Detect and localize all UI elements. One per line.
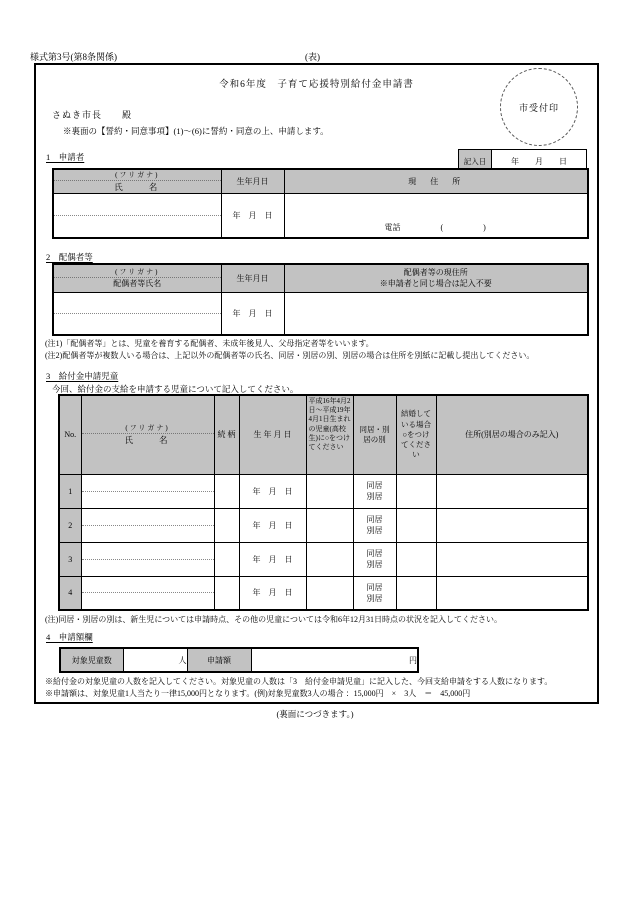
applicant-name-header <box>53 169 221 194</box>
amount-table <box>59 647 419 673</box>
section2-title: 2 配偶者等 <box>46 252 93 262</box>
child-address-field[interactable] <box>436 576 588 610</box>
child-name-field[interactable] <box>81 576 214 610</box>
city-reception-stamp-circle <box>500 68 578 146</box>
entry-date-label: 記入日 <box>459 150 492 172</box>
children-address-header: 住所(別居の場合のみ記入) <box>436 395 588 474</box>
children-era-header: 平成16年4月2日～平成19年4月1日生まれの児童(高校生)に○をつけてください <box>306 395 353 474</box>
addressee-line: さぬき市長 殿 <box>52 110 133 120</box>
amount-note1: ※給付金の対象児童の人数を記入してください。対象児童の人数は「3 給付金申請児童」に記入した、今回支給申請をする人数になります。 <box>45 677 553 686</box>
spouse-name-field[interactable] <box>53 292 221 335</box>
child-living-field[interactable] <box>353 542 396 576</box>
entry-date-field[interactable]: 年 月 日 <box>511 156 567 166</box>
child-address-field[interactable] <box>436 542 588 576</box>
live-with-option[interactable]: 同居 <box>366 582 383 592</box>
child-birth-field[interactable]: 年 月 日 <box>239 576 306 610</box>
child-relation-field[interactable] <box>214 508 239 542</box>
child-name-field[interactable] <box>81 474 214 508</box>
child-living-field[interactable] <box>353 508 396 542</box>
child-living-field[interactable] <box>353 474 396 508</box>
spouse-birth-header: 生年月日 <box>221 264 284 292</box>
applicant-table <box>52 168 589 239</box>
child-era-mark-field[interactable] <box>306 576 353 610</box>
child-married-field[interactable] <box>396 474 436 508</box>
form-outer-box <box>34 63 599 704</box>
section3-title: 3 給付金申請児童 <box>46 371 119 381</box>
child-count-label: 対象児童数 <box>60 648 123 672</box>
live-apart-option[interactable]: 別居 <box>366 526 383 535</box>
children-no-header: No. <box>59 395 81 474</box>
child-relation-field[interactable] <box>214 542 239 576</box>
applicant-birth-field[interactable]: 年 月 日 <box>221 194 284 238</box>
child-row-no: 3 <box>59 542 81 576</box>
children-living-header: 同居・別居の別 <box>353 395 396 474</box>
child-count-field[interactable]: 人 <box>123 648 187 672</box>
applicant-name-label: 氏 名 <box>114 182 161 192</box>
child-birth-field[interactable]: 年 月 日 <box>239 508 306 542</box>
applicant-address-field[interactable] <box>284 194 588 238</box>
live-with-option[interactable]: 同居 <box>366 515 383 524</box>
spouse-address-label-line2: ※申請者と同じ場合は記入不要 <box>379 279 492 289</box>
applicant-birth-header: 生年月日 <box>221 169 284 194</box>
children-furigana-label: (フリガナ) <box>82 423 214 434</box>
spouse-birth-field[interactable]: 年 月 日 <box>221 292 284 335</box>
section4-title: 4 申請額欄 <box>46 632 93 642</box>
amount-note2: ※申請額は、対象児童1人当たり一律15,000円となります。(例)対象児童数3人の場合 ：15,000円 × 3人 ＝ 45,000円 <box>45 689 471 698</box>
spouse-table <box>52 263 589 336</box>
child-row-no: 1 <box>59 474 81 508</box>
applicant-phone-field[interactable]: 電話 ( ) <box>384 222 486 232</box>
children-note: (注)同居・別居の別は、新生児については申請時点、その他の児童については令和6年12月31日時点の状況を記入してください。 <box>45 615 503 624</box>
live-apart-option[interactable]: 別居 <box>366 593 383 603</box>
child-row-1 <box>59 474 588 508</box>
children-relation-header: 続 柄 <box>214 395 239 474</box>
pledge-note: ※裏面の【誓約・同意事項】(1)～(6)に誓約・同意の上、申請します。 <box>63 126 329 136</box>
child-row-3 <box>59 542 588 576</box>
child-birth-field[interactable]: 年 月 日 <box>239 542 306 576</box>
child-address-field[interactable] <box>436 474 588 508</box>
amount-field[interactable]: 円 <box>251 648 418 672</box>
amount-label: 申請額 <box>187 648 251 672</box>
child-married-field[interactable] <box>396 542 436 576</box>
spouse-address-field[interactable] <box>284 292 588 335</box>
children-table <box>58 394 589 611</box>
child-name-field[interactable] <box>81 508 214 542</box>
child-relation-field[interactable] <box>214 474 239 508</box>
spouse-address-header <box>284 264 588 292</box>
applicant-furigana-label: (フリガナ) <box>54 170 221 181</box>
spouse-note2: (注2)配偶者等が複数人いる場合は、上記以外の配偶者等の氏名、同居・別居の別、別居の場合は住所を別紙に記載し提出してください。 <box>45 351 535 360</box>
children-name-header <box>81 395 214 474</box>
stamp-label: 市受付印 <box>518 102 559 113</box>
child-name-field[interactable] <box>81 542 214 576</box>
live-with-option[interactable]: 同居 <box>366 549 383 558</box>
spouse-note1: (注1)「配偶者等」とは、児童を養育する配偶者、未成年後見人、父母指定者等をいいます。 <box>45 339 374 348</box>
children-married-header: 結婚している場合○をつけてください <box>396 395 436 474</box>
section3-intro: 今回、給付金の支給を申請する児童について記入してください。 <box>52 384 299 394</box>
document-title: 令和6年度 子育て応援特別給付金申請書 <box>219 80 414 90</box>
spouse-furigana-label: (フリガナ) <box>54 267 221 278</box>
child-row-no: 4 <box>59 576 81 610</box>
section1-title: 1 申請者 <box>46 152 85 162</box>
child-married-field[interactable] <box>396 576 436 610</box>
child-era-mark-field[interactable] <box>306 542 353 576</box>
spouse-name-label: 配偶者等氏名 <box>113 279 162 289</box>
child-era-mark-field[interactable] <box>306 508 353 542</box>
applicant-name-field[interactable] <box>53 194 221 238</box>
children-name-label: 氏 名 <box>124 435 171 446</box>
form-number: 様式第3号(第8条関係) <box>30 52 117 62</box>
child-birth-field[interactable]: 年 月 日 <box>239 474 306 508</box>
children-birth-header: 生 年 月 日 <box>239 395 306 474</box>
front-side-label: (表) <box>305 52 320 62</box>
child-row-no: 2 <box>59 508 81 542</box>
live-apart-option[interactable]: 別居 <box>366 492 383 501</box>
child-row-2 <box>59 508 588 542</box>
child-living-field[interactable] <box>353 576 396 610</box>
live-with-option[interactable]: 同居 <box>366 481 383 490</box>
child-address-field[interactable] <box>436 508 588 542</box>
child-row-4 <box>59 576 588 610</box>
child-married-field[interactable] <box>396 508 436 542</box>
spouse-address-label-line1: 配偶者等の現住所 <box>403 268 468 278</box>
applicant-address-header: 現 住 所 <box>284 169 588 194</box>
child-era-mark-field[interactable] <box>306 474 353 508</box>
spouse-name-header <box>53 264 221 292</box>
live-apart-option[interactable]: 別居 <box>366 560 383 569</box>
continues-on-back-note: (裏面につづきます。) <box>276 709 354 719</box>
child-relation-field[interactable] <box>214 576 239 610</box>
